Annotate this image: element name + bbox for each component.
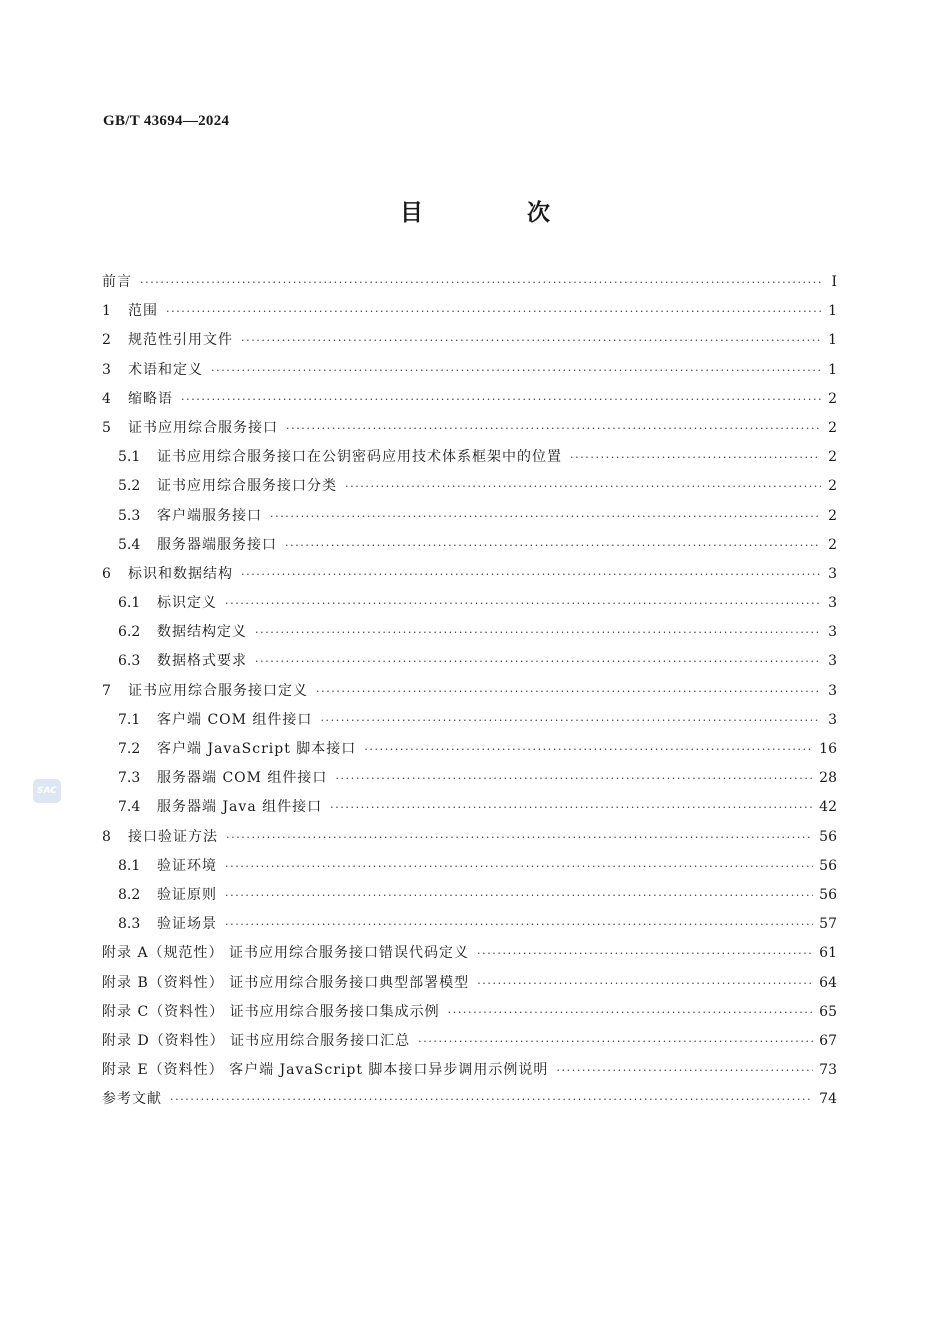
table-of-contents (102, 271, 837, 1117)
toc-entry-label: 附录 E（资料性） 客户端 JavaScript 脚本接口异步调用示例说明 (102, 1062, 549, 1079)
toc-leader-dots (570, 451, 821, 464)
toc-entry-page: 67 (819, 1032, 837, 1049)
toc-entry[interactable] (102, 796, 837, 825)
toc-entry[interactable] (102, 884, 837, 913)
toc-entry[interactable] (102, 1030, 837, 1059)
toc-entry-number: 8.2 (118, 886, 141, 903)
toc-entry[interactable] (102, 913, 837, 942)
toc-entry[interactable] (102, 1088, 837, 1117)
toc-entry-label: 缩略语 (128, 390, 173, 407)
toc-entry[interactable] (102, 592, 837, 621)
toc-entry-number: 7.2 (118, 741, 141, 757)
toc-entry-label: 证书应用综合服务接口在公钥密码应用技术体系框架中的位置 (157, 449, 562, 466)
toc-leader-dots (335, 772, 813, 785)
toc-entry-number: 7.4 (118, 799, 141, 816)
toc-entry-number: 8.3 (118, 916, 141, 933)
toc-entry-number: 4 (102, 390, 111, 407)
toc-entry[interactable] (102, 563, 837, 592)
toc-entry-page: 74 (819, 1091, 837, 1108)
toc-entry-number: 7 (102, 682, 111, 699)
toc-entry-label: 验证环境 (157, 857, 217, 874)
toc-entry-page: 2 (828, 449, 837, 466)
toc-leader-dots (225, 597, 821, 610)
toc-entry[interactable] (102, 650, 837, 679)
toc-entry-page: 2 (828, 478, 837, 495)
toc-entry-page: 65 (819, 1003, 837, 1020)
toc-leader-dots (477, 977, 813, 990)
toc-entry-page: Ⅰ (831, 274, 837, 290)
toc-entry-label: 标识和数据结构 (128, 565, 233, 582)
toc-entry-page: 2 (828, 507, 837, 524)
toc-entry-label: 附录 D（资料性） 证书应用综合服务接口汇总 (102, 1032, 411, 1049)
toc-entry-page: 57 (819, 916, 837, 933)
toc-entry-label: 证书应用综合服务接口分类 (157, 478, 337, 495)
toc-entry-page: 3 (828, 624, 837, 641)
toc-entry-label: 接口验证方法 (128, 828, 218, 845)
toc-entry-page: 61 (819, 945, 837, 962)
toc-entry-page: 42 (819, 799, 837, 816)
toc-leader-dots (225, 889, 813, 902)
toc-leader-dots (316, 685, 821, 698)
toc-entry[interactable] (102, 709, 837, 738)
toc-entry-number: 5 (102, 419, 111, 436)
toc-entry-page: 56 (819, 857, 837, 874)
toc-entry-page: 2 (828, 419, 837, 436)
toc-entry-page: 1 (828, 361, 837, 378)
toc-entry-label: 服务器端 COM 组件接口 (157, 770, 328, 787)
toc-leader-dots (448, 1006, 814, 1019)
toc-entry-label: 客户端 COM 组件接口 (157, 711, 313, 728)
toc-entry-page: 2 (828, 536, 837, 553)
toc-entry[interactable] (102, 738, 837, 767)
toc-leader-dots (140, 276, 821, 289)
toc-entry-label: 验证原则 (157, 886, 217, 903)
toc-leader-dots (166, 305, 821, 318)
page-title: 目 次 (399, 200, 598, 226)
toc-entry[interactable] (102, 388, 837, 417)
toc-entry-page: 1 (828, 303, 837, 320)
toc-entry-label: 服务器端服务接口 (157, 536, 277, 553)
toc-leader-dots (211, 364, 821, 377)
toc-entry[interactable] (102, 680, 837, 709)
toc-leader-dots (364, 743, 813, 756)
toc-entry-label: 验证场景 (157, 916, 217, 933)
toc-entry-number: 5.4 (118, 536, 141, 553)
toc-entry-number: 2 (102, 332, 111, 349)
toc-entry-label: 规范性引用文件 (128, 332, 233, 349)
toc-leader-dots (255, 655, 821, 668)
toc-leader-dots (225, 860, 813, 873)
toc-entry-page: 3 (828, 711, 837, 728)
toc-entry-number: 3 (102, 361, 111, 378)
toc-entry-label: 附录 A（规范性） 证书应用综合服务接口错误代码定义 (102, 945, 470, 962)
standard-code: GB/T 43694—2024 (103, 113, 230, 129)
toc-entry-number: 5.3 (118, 507, 141, 524)
toc-entry-label: 证书应用综合服务接口 (128, 419, 278, 436)
toc-entry-page: 28 (819, 770, 837, 787)
toc-entry-number: 8.1 (118, 857, 141, 874)
toc-entry-number: 7.3 (118, 770, 141, 787)
toc-entry[interactable] (102, 329, 837, 358)
toc-entry[interactable] (102, 505, 837, 534)
toc-entry-label: 附录 B（资料性） 证书应用综合服务接口典型部署模型 (102, 974, 470, 991)
toc-leader-dots (556, 1064, 813, 1077)
toc-entry[interactable] (102, 1001, 837, 1030)
toc-entry[interactable] (102, 767, 837, 796)
toc-leader-dots (286, 422, 821, 435)
toc-entry-page: 64 (819, 974, 837, 991)
toc-entry-number: 7.1 (118, 711, 141, 728)
sac-logo-icon: SAC (33, 779, 61, 803)
toc-entry-label: 服务器端 Java 组件接口 (157, 799, 323, 816)
toc-entry-label: 客户端 JavaScript 脚本接口 (157, 741, 357, 757)
toc-entry-label: 前言 (102, 274, 132, 290)
toc-entry-page: 3 (828, 565, 837, 582)
toc-entry-label: 标识定义 (157, 595, 217, 612)
toc-leader-dots (170, 1093, 813, 1106)
toc-entry-number: 8 (102, 828, 111, 845)
toc-entry[interactable] (102, 826, 837, 855)
toc-entry-number: 1 (102, 303, 111, 320)
toc-entry[interactable] (102, 1059, 837, 1088)
toc-entry-page: 73 (819, 1062, 837, 1079)
toc-entry-page: 3 (828, 653, 837, 670)
toc-entry-page: 3 (828, 595, 837, 612)
toc-leader-dots (225, 918, 813, 931)
toc-entry-label: 客户端服务接口 (157, 507, 262, 524)
toc-leader-dots (418, 1035, 813, 1048)
toc-leader-dots (226, 831, 813, 844)
toc-entry[interactable] (102, 446, 837, 475)
toc-leader-dots (255, 626, 821, 639)
toc-leader-dots (320, 714, 821, 727)
toc-entry-number: 5.1 (118, 449, 141, 466)
toc-entry[interactable] (102, 621, 837, 650)
toc-entry-label: 数据结构定义 (157, 624, 247, 641)
toc-entry-page: 1 (828, 332, 837, 349)
toc-entry-page: 2 (828, 390, 837, 407)
toc-entry[interactable] (102, 855, 837, 884)
toc-entry-number: 6.1 (118, 595, 141, 612)
toc-entry[interactable] (102, 972, 837, 1001)
toc-leader-dots (270, 510, 821, 523)
toc-entry-page: 16 (819, 741, 837, 757)
toc-leader-dots (181, 393, 821, 406)
toc-entry-number: 6 (102, 565, 111, 582)
toc-entry[interactable] (102, 300, 837, 329)
toc-entry[interactable] (102, 417, 837, 446)
toc-entry-number: 5.2 (118, 478, 141, 495)
toc-entry[interactable] (102, 475, 837, 504)
toc-entry-label: 证书应用综合服务接口定义 (128, 682, 308, 699)
toc-leader-dots (477, 947, 813, 960)
toc-leader-dots (285, 539, 821, 552)
toc-entry-label: 术语和定义 (128, 361, 203, 378)
toc-entry-page: 56 (819, 886, 837, 903)
toc-entry-label: 附录 C（资料性） 证书应用综合服务接口集成示例 (102, 1003, 440, 1020)
toc-entry-label: 参考文献 (102, 1091, 162, 1108)
toc-entry-page: 56 (819, 828, 837, 845)
toc-leader-dots (330, 801, 813, 814)
toc-leader-dots (345, 480, 821, 493)
toc-entry[interactable] (102, 271, 837, 300)
toc-leader-dots (241, 334, 821, 347)
toc-entry[interactable] (102, 359, 837, 388)
toc-entry-label: 数据格式要求 (157, 653, 247, 670)
toc-entry[interactable] (102, 942, 837, 971)
toc-entry-number: 6.2 (118, 624, 141, 641)
toc-entry-page: 3 (828, 682, 837, 699)
toc-leader-dots (241, 568, 821, 581)
toc-entry-number: 6.3 (118, 653, 141, 670)
toc-entry-label: 范围 (128, 303, 158, 320)
toc-entry[interactable] (102, 534, 837, 563)
